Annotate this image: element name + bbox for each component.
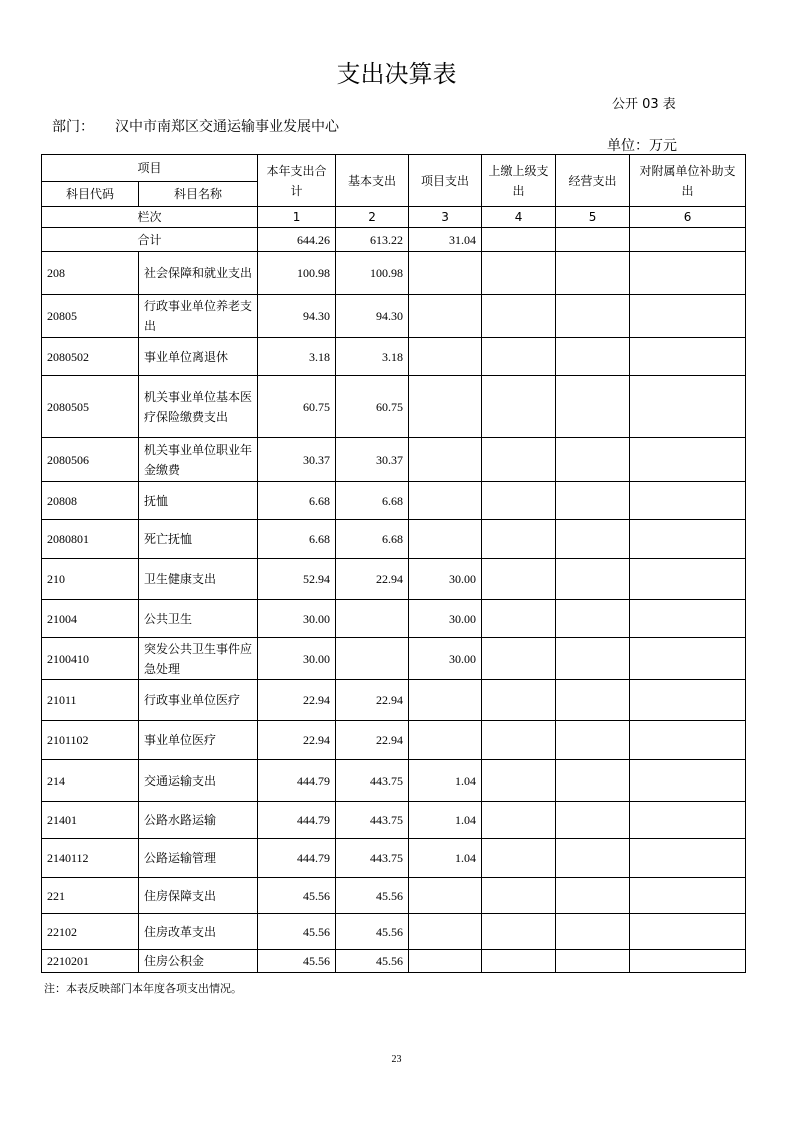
- row-name: 事业单位离退休: [139, 338, 258, 376]
- row-upper: [482, 482, 556, 520]
- row-total: 3.18: [258, 338, 336, 376]
- table-row: [42, 638, 746, 680]
- row-name: 抚恤: [139, 482, 258, 520]
- row-basic: 60.75: [336, 376, 409, 438]
- row-name: 卫生健康支出: [139, 559, 258, 600]
- row-business: [556, 680, 630, 721]
- unit-label: 单位：万元: [607, 138, 677, 154]
- row-upper: [482, 721, 556, 760]
- row-project: [409, 914, 482, 950]
- row-name: 死亡抚恤: [139, 520, 258, 559]
- header-subsidy: 对附属单位补助支出: [630, 155, 746, 207]
- page-title: 支出决算表: [336, 60, 457, 88]
- table-row: [42, 482, 746, 520]
- row-business: [556, 878, 630, 914]
- row-basic: 3.18: [336, 338, 409, 376]
- row-basic: 45.56: [336, 878, 409, 914]
- row-upper: [482, 950, 556, 973]
- row-basic: 45.56: [336, 950, 409, 973]
- footnote: 注：本表反映部门本年度各项支出情况。: [44, 982, 242, 995]
- row-subsidy: [630, 295, 746, 338]
- form-number: 公开 03 表: [612, 97, 676, 112]
- row-code: 2080801: [42, 520, 139, 559]
- department-name: 汉中市南郑区交通运输事业发展中心: [115, 119, 339, 135]
- row-project: [409, 338, 482, 376]
- row-basic: 22.94: [336, 559, 409, 600]
- row-project: 1.04: [409, 802, 482, 839]
- total-subsidy: [630, 228, 746, 252]
- row-business: [556, 914, 630, 950]
- row-code: 21011: [42, 680, 139, 721]
- row-upper: [482, 338, 556, 376]
- row-total: 30.00: [258, 638, 336, 680]
- row-basic: 100.98: [336, 252, 409, 295]
- row-project: [409, 438, 482, 482]
- row-basic: 443.75: [336, 839, 409, 878]
- row-upper: [482, 252, 556, 295]
- row-business: [556, 295, 630, 338]
- table-row: [42, 295, 746, 338]
- row-business: [556, 760, 630, 802]
- row-project: 30.00: [409, 559, 482, 600]
- table-row: [42, 438, 746, 482]
- row-code: 210: [42, 559, 139, 600]
- total-amount: 644.26: [258, 228, 336, 252]
- row-name: 机关事业单位基本医疗保险缴费支出: [139, 376, 258, 438]
- row-name: 公路运输管理: [139, 839, 258, 878]
- row-name: 住房改革支出: [139, 914, 258, 950]
- row-total: 45.56: [258, 914, 336, 950]
- row-business: [556, 559, 630, 600]
- row-name: 机关事业单位职业年金缴费: [139, 438, 258, 482]
- row-basic: [336, 638, 409, 680]
- row-name: 行政事业单位养老支出: [139, 295, 258, 338]
- table-row: [42, 680, 746, 721]
- row-total: 444.79: [258, 802, 336, 839]
- row-code: 2210201: [42, 950, 139, 973]
- row-business: [556, 839, 630, 878]
- total-business: [556, 228, 630, 252]
- row-subsidy: [630, 950, 746, 973]
- row-project: [409, 680, 482, 721]
- row-total: 6.68: [258, 482, 336, 520]
- row-name: 社会保障和就业支出: [139, 252, 258, 295]
- row-name: 行政事业单位医疗: [139, 680, 258, 721]
- row-name: 住房公积金: [139, 950, 258, 973]
- row-project: [409, 950, 482, 973]
- row-basic: 22.94: [336, 721, 409, 760]
- row-code: 20808: [42, 482, 139, 520]
- row-total: 52.94: [258, 559, 336, 600]
- row-code: 21401: [42, 802, 139, 839]
- row-total: 22.94: [258, 680, 336, 721]
- row-name: 突发公共卫生事件应急处理: [139, 638, 258, 680]
- col-index-1: 1: [258, 207, 336, 228]
- row-project: [409, 520, 482, 559]
- row-business: [556, 338, 630, 376]
- row-subsidy: [630, 482, 746, 520]
- row-upper: [482, 760, 556, 802]
- col-index-2: 2: [336, 207, 409, 228]
- row-total: 100.98: [258, 252, 336, 295]
- row-basic: 45.56: [336, 914, 409, 950]
- row-total: 45.56: [258, 950, 336, 973]
- row-upper: [482, 438, 556, 482]
- row-total: 30.00: [258, 600, 336, 638]
- row-code: 21004: [42, 600, 139, 638]
- row-total: 45.56: [258, 878, 336, 914]
- row-upper: [482, 638, 556, 680]
- row-project: [409, 295, 482, 338]
- department-label: 部门：: [52, 119, 94, 135]
- row-project: 1.04: [409, 839, 482, 878]
- row-project: 30.00: [409, 638, 482, 680]
- row-total: 6.68: [258, 520, 336, 559]
- row-business: [556, 802, 630, 839]
- row-basic: 94.30: [336, 295, 409, 338]
- row-basic: 443.75: [336, 802, 409, 839]
- row-subsidy: [630, 878, 746, 914]
- row-code: 20805: [42, 295, 139, 338]
- header-business: 经营支出: [556, 155, 630, 207]
- row-project: [409, 252, 482, 295]
- row-code: 2140112: [42, 839, 139, 878]
- row-upper: [482, 680, 556, 721]
- row-basic: 22.94: [336, 680, 409, 721]
- total-project: 31.04: [409, 228, 482, 252]
- table-row: [42, 338, 746, 376]
- row-business: [556, 950, 630, 973]
- row-upper: [482, 376, 556, 438]
- header-code: 科目代码: [42, 182, 139, 207]
- row-project: [409, 878, 482, 914]
- row-name: 公路水路运输: [139, 802, 258, 839]
- row-code: 214: [42, 760, 139, 802]
- row-subsidy: [630, 376, 746, 438]
- row-total: 30.37: [258, 438, 336, 482]
- table-row: [42, 252, 746, 295]
- row-code: 2080502: [42, 338, 139, 376]
- page-number: 23: [391, 1054, 402, 1065]
- expenditure-table: [41, 154, 746, 973]
- header-upper: 上缴上级支出: [482, 155, 556, 207]
- table-row: [42, 914, 746, 950]
- header-item: 项目: [42, 155, 258, 182]
- table-row: [42, 376, 746, 438]
- table-row: [42, 559, 746, 600]
- row-basic: 6.68: [336, 482, 409, 520]
- row-business: [556, 482, 630, 520]
- col-index-5: 5: [556, 207, 630, 228]
- row-upper: [482, 878, 556, 914]
- row-project: [409, 482, 482, 520]
- total-basic: 613.22: [336, 228, 409, 252]
- row-project: 30.00: [409, 600, 482, 638]
- row-code: 221: [42, 878, 139, 914]
- row-project: [409, 721, 482, 760]
- total-label: 合计: [42, 228, 258, 252]
- row-total: 60.75: [258, 376, 336, 438]
- row-subsidy: [630, 914, 746, 950]
- row-total: 444.79: [258, 760, 336, 802]
- row-upper: [482, 914, 556, 950]
- row-subsidy: [630, 802, 746, 839]
- row-code: 2101102: [42, 721, 139, 760]
- table-row: [42, 802, 746, 839]
- row-total: 22.94: [258, 721, 336, 760]
- row-business: [556, 721, 630, 760]
- table-row: [42, 600, 746, 638]
- row-upper: [482, 802, 556, 839]
- col-index-label: 栏次: [42, 207, 258, 228]
- header-name: 科目名称: [139, 182, 258, 207]
- row-subsidy: [630, 760, 746, 802]
- row-code: 22102: [42, 914, 139, 950]
- row-total: 444.79: [258, 839, 336, 878]
- row-code: 2100410: [42, 638, 139, 680]
- row-upper: [482, 600, 556, 638]
- total-upper: [482, 228, 556, 252]
- row-business: [556, 376, 630, 438]
- row-basic: 443.75: [336, 760, 409, 802]
- row-code: 208: [42, 252, 139, 295]
- row-upper: [482, 295, 556, 338]
- table-row: [42, 878, 746, 914]
- row-business: [556, 252, 630, 295]
- col-index-4: 4: [482, 207, 556, 228]
- header-total: 本年支出合计: [258, 155, 336, 207]
- row-business: [556, 438, 630, 482]
- row-project: [409, 376, 482, 438]
- header-project: 项目支出: [409, 155, 482, 207]
- row-basic: 6.68: [336, 520, 409, 559]
- row-basic: [336, 600, 409, 638]
- row-subsidy: [630, 839, 746, 878]
- row-project: 1.04: [409, 760, 482, 802]
- row-total: 94.30: [258, 295, 336, 338]
- col-index-6: 6: [630, 207, 746, 228]
- header-basic: 基本支出: [336, 155, 409, 207]
- row-basic: 30.37: [336, 438, 409, 482]
- row-subsidy: [630, 438, 746, 482]
- row-name: 住房保障支出: [139, 878, 258, 914]
- row-business: [556, 600, 630, 638]
- row-subsidy: [630, 600, 746, 638]
- row-subsidy: [630, 338, 746, 376]
- row-subsidy: [630, 638, 746, 680]
- row-code: 2080506: [42, 438, 139, 482]
- row-upper: [482, 520, 556, 559]
- row-subsidy: [630, 520, 746, 559]
- row-name: 事业单位医疗: [139, 721, 258, 760]
- table-row: [42, 760, 746, 802]
- row-subsidy: [630, 721, 746, 760]
- row-business: [556, 638, 630, 680]
- row-name: 公共卫生: [139, 600, 258, 638]
- row-code: 2080505: [42, 376, 139, 438]
- row-business: [556, 520, 630, 559]
- table-row: [42, 950, 746, 973]
- row-subsidy: [630, 559, 746, 600]
- table-row: [42, 520, 746, 559]
- row-subsidy: [630, 252, 746, 295]
- table-row: [42, 839, 746, 878]
- row-name: 交通运输支出: [139, 760, 258, 802]
- col-index-3: 3: [409, 207, 482, 228]
- table-row: [42, 721, 746, 760]
- row-upper: [482, 839, 556, 878]
- row-subsidy: [630, 680, 746, 721]
- row-upper: [482, 559, 556, 600]
